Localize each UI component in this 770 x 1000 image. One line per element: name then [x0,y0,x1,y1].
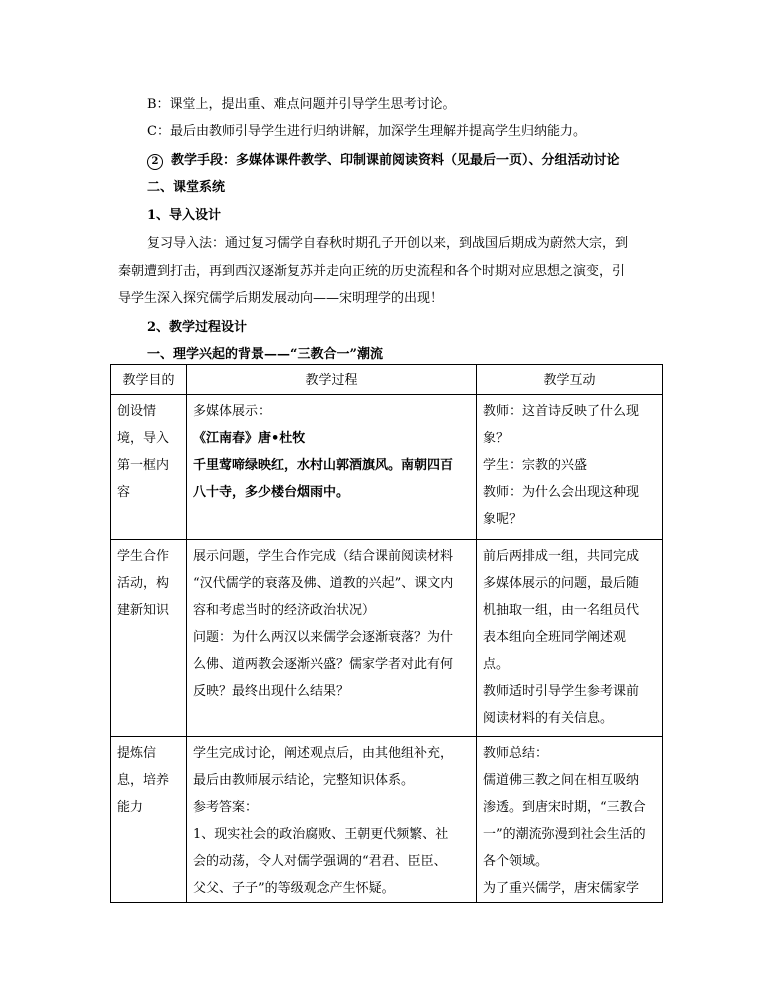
interaction-line: 阅读材料的有关信息。 [483,711,614,726]
interaction-line: 教师：为什么会出现这种现 [483,485,640,500]
process-line: 会的动荡，令人对儒学强调的“君君、臣臣、 [193,854,447,869]
teaching-means [147,149,620,170]
interaction-line: 教师：这首诗反映了什么现 [483,404,640,419]
interaction-cell [477,395,663,540]
part-title: 一、理学兴起的背景——“三教合一”潮流 [147,347,383,362]
interaction-line: 象呢？ [483,512,523,527]
interaction-line: 儒道佛三教之间在相互吸纳 [483,773,640,788]
interaction-line: 一”的潮流弥漫到社会生活的 [483,827,646,842]
interaction-cell [477,737,663,903]
purpose-line: 建新知识 [117,603,170,618]
process-line: 学生完成讨论，阐述观点后，由其他组补充， [193,746,454,761]
interaction-line: 渗透。到唐宋时期，“三教合 [483,800,646,815]
header-interaction: 教学互动 [477,365,663,395]
process-line: 最后由教师展示结论，完整知识体系。 [193,773,415,788]
purpose-line: 学生合作 [117,549,170,564]
process-cell [187,395,477,540]
process-line: “汉代儒学的衰落及佛、道教的兴起”、课文内 [193,576,454,591]
header-purpose: 教学目的 [111,365,187,395]
interaction-line: 象？ [483,431,510,446]
interaction-cell [477,540,663,737]
intro-line-1: 复习导入法：通过复习儒学自春秋时期孔子开创以来，到战国后期成为蔚然大宗，到 [147,236,629,251]
purpose-line: 能力 [117,800,144,815]
purpose-cell [111,395,187,540]
poem-line: 千里莺啼绿映红，水村山郭酒旗风。南朝四百 [193,458,454,473]
interaction-line: 表本组向全班同学阐述观 [483,630,627,645]
interaction-line: 为了重兴儒学，唐宋儒家学 [483,881,640,896]
intro-line-2: 秦朝遭到打击，再到西汉逐渐复苏并走向正统的历史流程和各个时期对应思想之演变，引 [118,264,626,279]
teaching-table [110,364,663,903]
poem-title: 《江南春》唐•杜牧 [193,431,306,446]
interaction-line: 多媒体展示的问题，最后随 [483,576,640,591]
process-cell [187,540,477,737]
section-title: 二、课堂系统 [147,180,226,195]
interaction-line: 学生：宗教的兴盛 [483,458,588,473]
poem-line: 八十寺，多少楼台烟雨中。 [193,485,350,500]
process-line: 展示问题，学生合作完成（结合课前阅读材料 [193,549,454,564]
process-line: 么佛、道两教会逐渐兴盛？儒家学者对此有何 [193,657,454,672]
table-row [111,540,663,737]
interaction-line: 教师总结： [483,746,549,761]
interaction-line: 教师适时引导学生参考课前 [483,684,640,699]
purpose-line: 活动，构 [117,576,170,591]
purpose-line: 境，导入 [117,431,170,446]
subsection-title-intro: 1、导入设计 [147,208,222,223]
process-line: 1、现实社会的政治腐败、王朝更代频繁、社 [193,827,449,842]
interaction-line: 各个领域。 [483,854,549,869]
interaction-line: 前后两排成一组，共同完成 [483,549,640,564]
paragraph-c: C：最后由教师引导学生进行归纳讲解，加深学生理解并提高学生归纳能力。 [147,124,586,139]
purpose-line: 第一框内 [117,458,170,473]
paragraph-b: B：课堂上，提出重、难点问题并引导学生思考讨论。 [147,97,456,112]
purpose-line: 容 [117,485,131,500]
header-process: 教学过程 [187,365,477,395]
subsection-title-process: 2、教学过程设计 [147,320,248,335]
purpose-line: 提炼信 [117,746,157,761]
process-line: 多媒体展示： [193,404,272,419]
interaction-line: 点。 [483,657,510,672]
table-row [111,395,663,540]
process-line: 参考答案： [193,800,259,815]
process-cell [187,737,477,903]
table-header-row [111,365,663,395]
process-line: 容和考虑当时的经济政治状况） [193,603,376,618]
process-line: 问题：为什么两汉以来儒学会逐渐衰落？为什 [193,630,454,645]
purpose-cell [111,737,187,903]
teaching-means-text: 教学手段：多媒体课件教学、印制课前阅读资料（见最后一页）、分组活动讨论 [171,153,620,168]
purpose-line: 创设情 [117,404,157,419]
process-line: 父父、子子”的等级观念产生怀疑。 [193,881,395,896]
intro-line-3: 导学生深入探究儒学后期发展动向——宋明理学的出现！ [118,291,444,306]
table-row [111,737,663,903]
process-line: 反映？最终出现什么结果？ [193,684,350,699]
circled-number: 2 [147,154,163,170]
purpose-cell [111,540,187,737]
purpose-line: 息，培养 [117,773,170,788]
interaction-line: 机抽取一组，由一名组员代 [483,603,640,618]
